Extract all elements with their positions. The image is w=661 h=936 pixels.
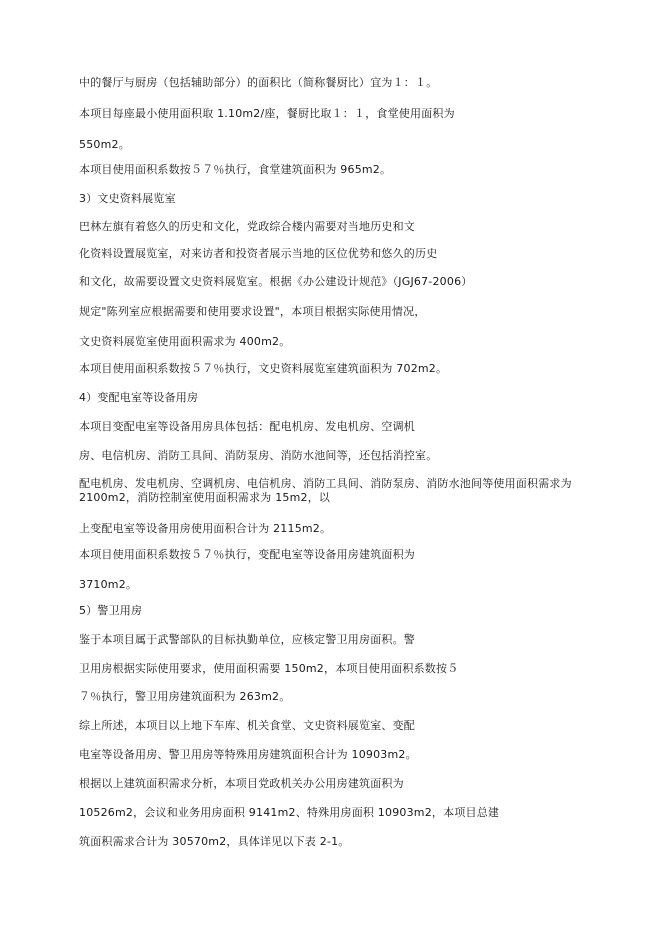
paragraph-line: ７％执行，警卫用房建筑面积为 263m2。 bbox=[79, 690, 291, 703]
section-heading: 4）变配电室等设备用房 bbox=[79, 391, 199, 404]
section-heading: 5）警卫用房 bbox=[79, 604, 143, 617]
paragraph-line: 3710m2。 bbox=[79, 578, 138, 591]
paragraph-line: 规定"陈列室应根据需要和使用要求设置"，本项目根据实际使用情况， bbox=[79, 305, 426, 318]
paragraph-line: 本项目使用面积系数按５７％执行，文史资料展览室建筑面积为 702m2。 bbox=[79, 362, 448, 375]
paragraph-line: 电室等设备用房、警卫用房等特殊用房建筑面积合计为 10903m2。 bbox=[79, 748, 417, 761]
paragraph-line: 根据以上建筑面积需求分析，本项目党政机关办公用房建筑面积为 bbox=[79, 777, 404, 790]
paragraph-line: 鉴于本项目属于武警部队的目标执勤单位，应核定警卫用房面积。警 bbox=[79, 633, 415, 646]
paragraph-line: 本项目变配电室等设备用房具体包括：配电机房、发电机房、空调机 bbox=[79, 420, 415, 433]
paragraph-line: 和文化，故需要设置文史资料展览室。根据《办公建设计规范》（JGJ67-2006） bbox=[79, 275, 473, 288]
paragraph-line: 文史资料展览室使用面积需求为 400m2。 bbox=[79, 335, 291, 348]
paragraph-line: 房、电信机房、消防工具间、消防泵房、消防水池间等，还包括消控室。 bbox=[79, 449, 438, 462]
section-heading: 3）文史资料展览室 bbox=[79, 192, 176, 205]
paragraph-line: 卫用房根据实际使用要求，使用面积需要 150m2，本项目使用面积系数按５ bbox=[79, 662, 459, 675]
paragraph-line: 上变配电室等设备用房使用面积合计为 2115m2。 bbox=[79, 522, 332, 535]
paragraph-line: 配电机房、发电机房、空调机房、电信机房、消防工具间、消防泵房、消防水池间等使用面积需求为 2100m2，消防控制室使用面积需求为 15m2，以 bbox=[79, 477, 572, 504]
paragraph-line: 中的餐厅与厨房（包括辅助部分）的面积比（简称餐厨比）宜为１：１。 bbox=[79, 76, 438, 89]
paragraph-line: 本项目每座最小使用面积取 1.10m2/座，餐厨比取１：１，食堂使用面积为 bbox=[79, 107, 455, 120]
paragraph-line: 本项目使用面积系数按５７％执行，食堂建筑面积为 965m2。 bbox=[79, 163, 392, 176]
paragraph-line: 筑面积需求合计为 30570m2，具体详见以下表 2-1。 bbox=[79, 835, 350, 848]
paragraph-line: 化资料设置展览室，对来访者和投资者展示当地的区位优势和悠久的历史 bbox=[79, 247, 438, 260]
paragraph-line: 550m2。 bbox=[79, 138, 130, 151]
paragraph-line: 10526m2，会议和业务用房面积 9141m2、特殊用房面积 10903m2，本项目总建 bbox=[79, 806, 500, 819]
paragraph-line: 巴林左旗有着悠久的历史和文化，党政综合楼内需要对当地历史和文 bbox=[79, 220, 415, 233]
paragraph-line: 本项目使用面积系数按５７％执行，变配电室等设备用房建筑面积为 bbox=[79, 548, 415, 561]
paragraph-line: 综上所述，本项目以上地下车库、机关食堂、文史资料展览室、变配 bbox=[79, 719, 415, 732]
